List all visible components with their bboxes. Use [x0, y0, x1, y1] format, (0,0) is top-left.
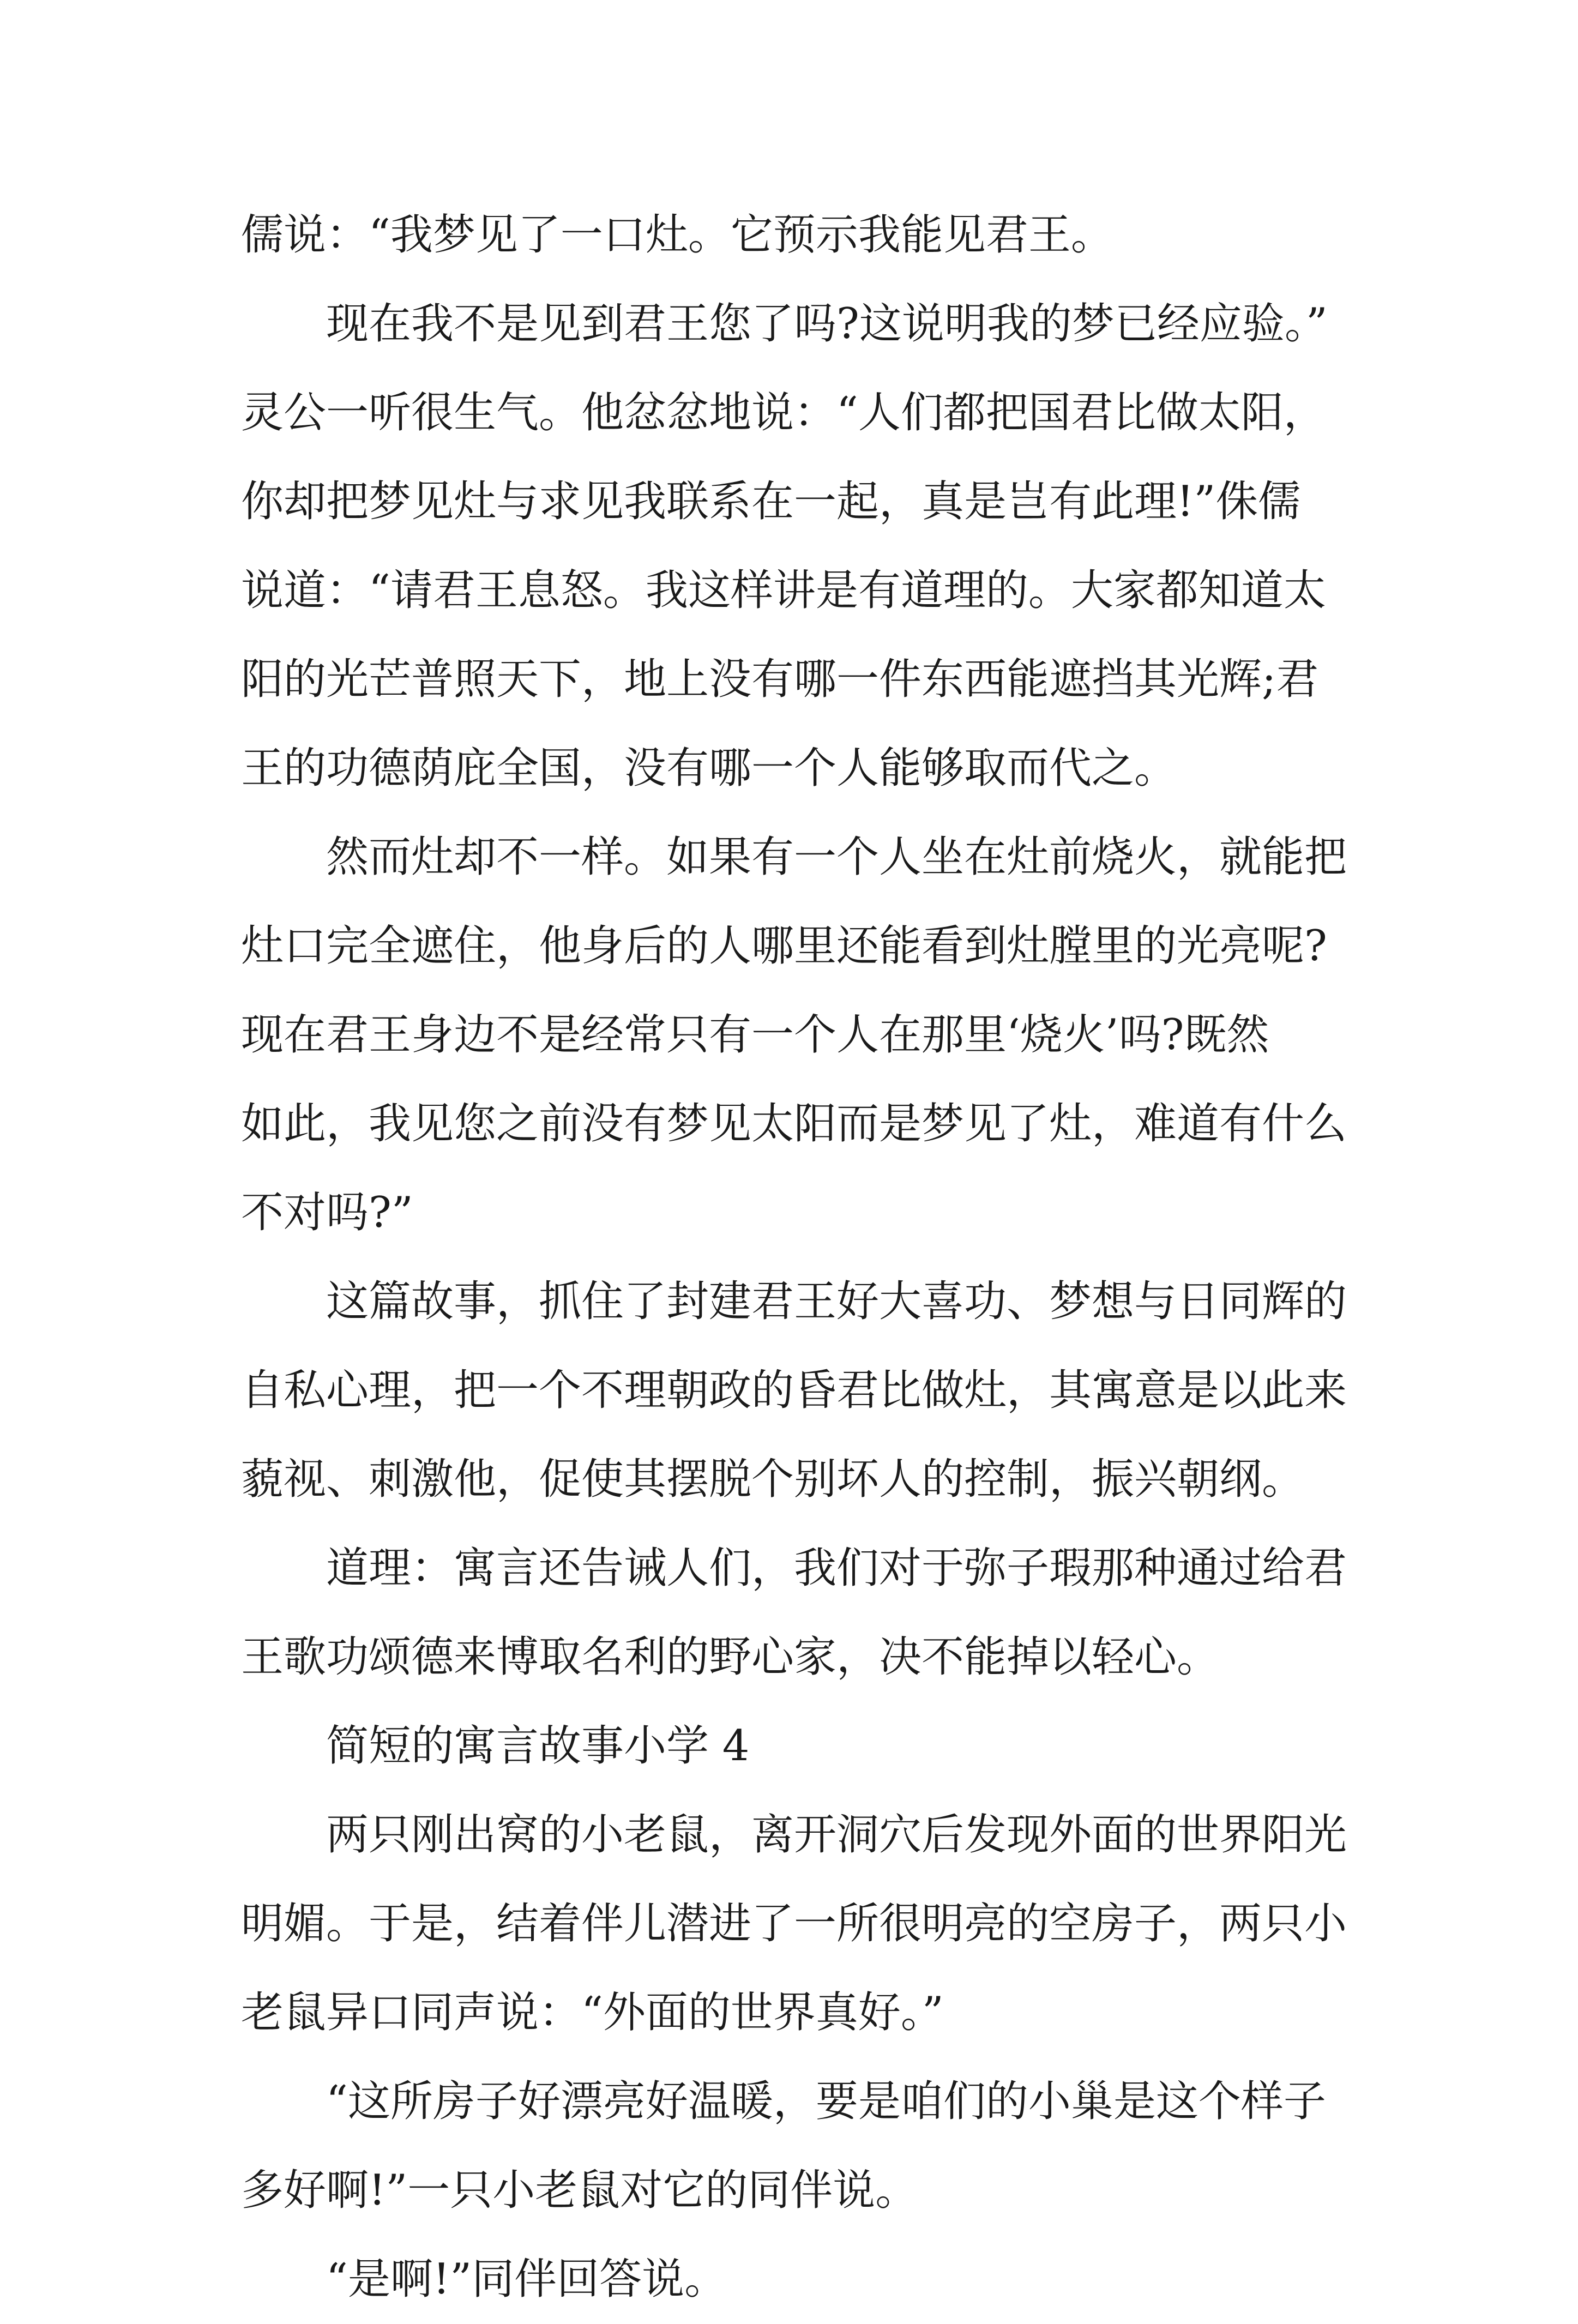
text-line: 不对吗?” — [241, 1188, 413, 1237]
text-line: “这所房子好漂亮好温暖，要是咱们的小巢是这个样子 — [326, 2077, 1326, 2126]
text-line: 灶口完全遮住，他身后的人哪里还能看到灶膛里的光亮呢? — [241, 922, 1327, 971]
text-line: 现在君王身边不是经常只有一个人在那里‘烧火’吗?既然 — [241, 1010, 1269, 1059]
text-line: 老鼠异口同声说：“外面的世界真好。” — [241, 1988, 944, 2037]
text-line: 这篇故事，抓住了封建君王好大喜功、梦想与日同辉的 — [326, 1277, 1347, 1326]
text-line: “是啊!”同伴回答说。 — [326, 2255, 727, 2304]
text-line: 现在我不是见到君王您了吗?这说明我的梦已经应验。” — [326, 299, 1328, 348]
text-line: 自私心理，把一个不理朝政的昏君比做灶，其寓意是以此来 — [241, 1366, 1347, 1415]
text-line: 说道：“请君王息怒。我这样讲是有道理的。大家都知道太 — [241, 566, 1326, 615]
text-line: 儒说：“我梦见了一口灶。它预示我能见君王。 — [241, 210, 1113, 260]
text-line: 道理：寓言还告诫人们，我们对于弥子瑕那种通过给君 — [326, 1544, 1347, 1593]
text-line: 阳的光芒普照天下，地上没有哪一件东西能遮挡其光辉;君 — [241, 655, 1319, 704]
text-line: 明媚。于是，结着伴儿潜进了一所很明亮的空房子，两只小 — [241, 1899, 1347, 1948]
text-line: 灵公一听很生气。他忿忿地说：“人们都把国君比做太阳， — [241, 388, 1326, 437]
document-body — [241, 191, 1353, 2324]
text-line: 两只刚出窝的小老鼠，离开洞穴后发现外面的世界阳光 — [326, 1810, 1347, 1859]
text-line: 然而灶却不一样。如果有一个人坐在灶前烧火，就能把 — [326, 833, 1347, 882]
text-line: 如此，我见您之前没有梦见太阳而是梦见了灶，难道有什么 — [241, 1099, 1347, 1148]
text-line: 藐视、刺激他，促使其摆脱个别坏人的控制，振兴朝纲。 — [241, 1455, 1305, 1504]
text-line: 你却把梦见灶与求见我联系在一起，真是岂有此理!”侏儒 — [241, 477, 1301, 526]
text-line: 王的功德荫庇全国，没有哪一个人能够取而代之。 — [241, 744, 1177, 793]
text-line: 王歌功颂德来博取名利的野心家，决不能掉以轻心。 — [241, 1633, 1220, 1682]
section-heading: 简短的寓言故事小学 4 — [326, 1721, 750, 1771]
text-line: 多好啊!”一只小老鼠对它的同伴说。 — [241, 2166, 918, 2215]
